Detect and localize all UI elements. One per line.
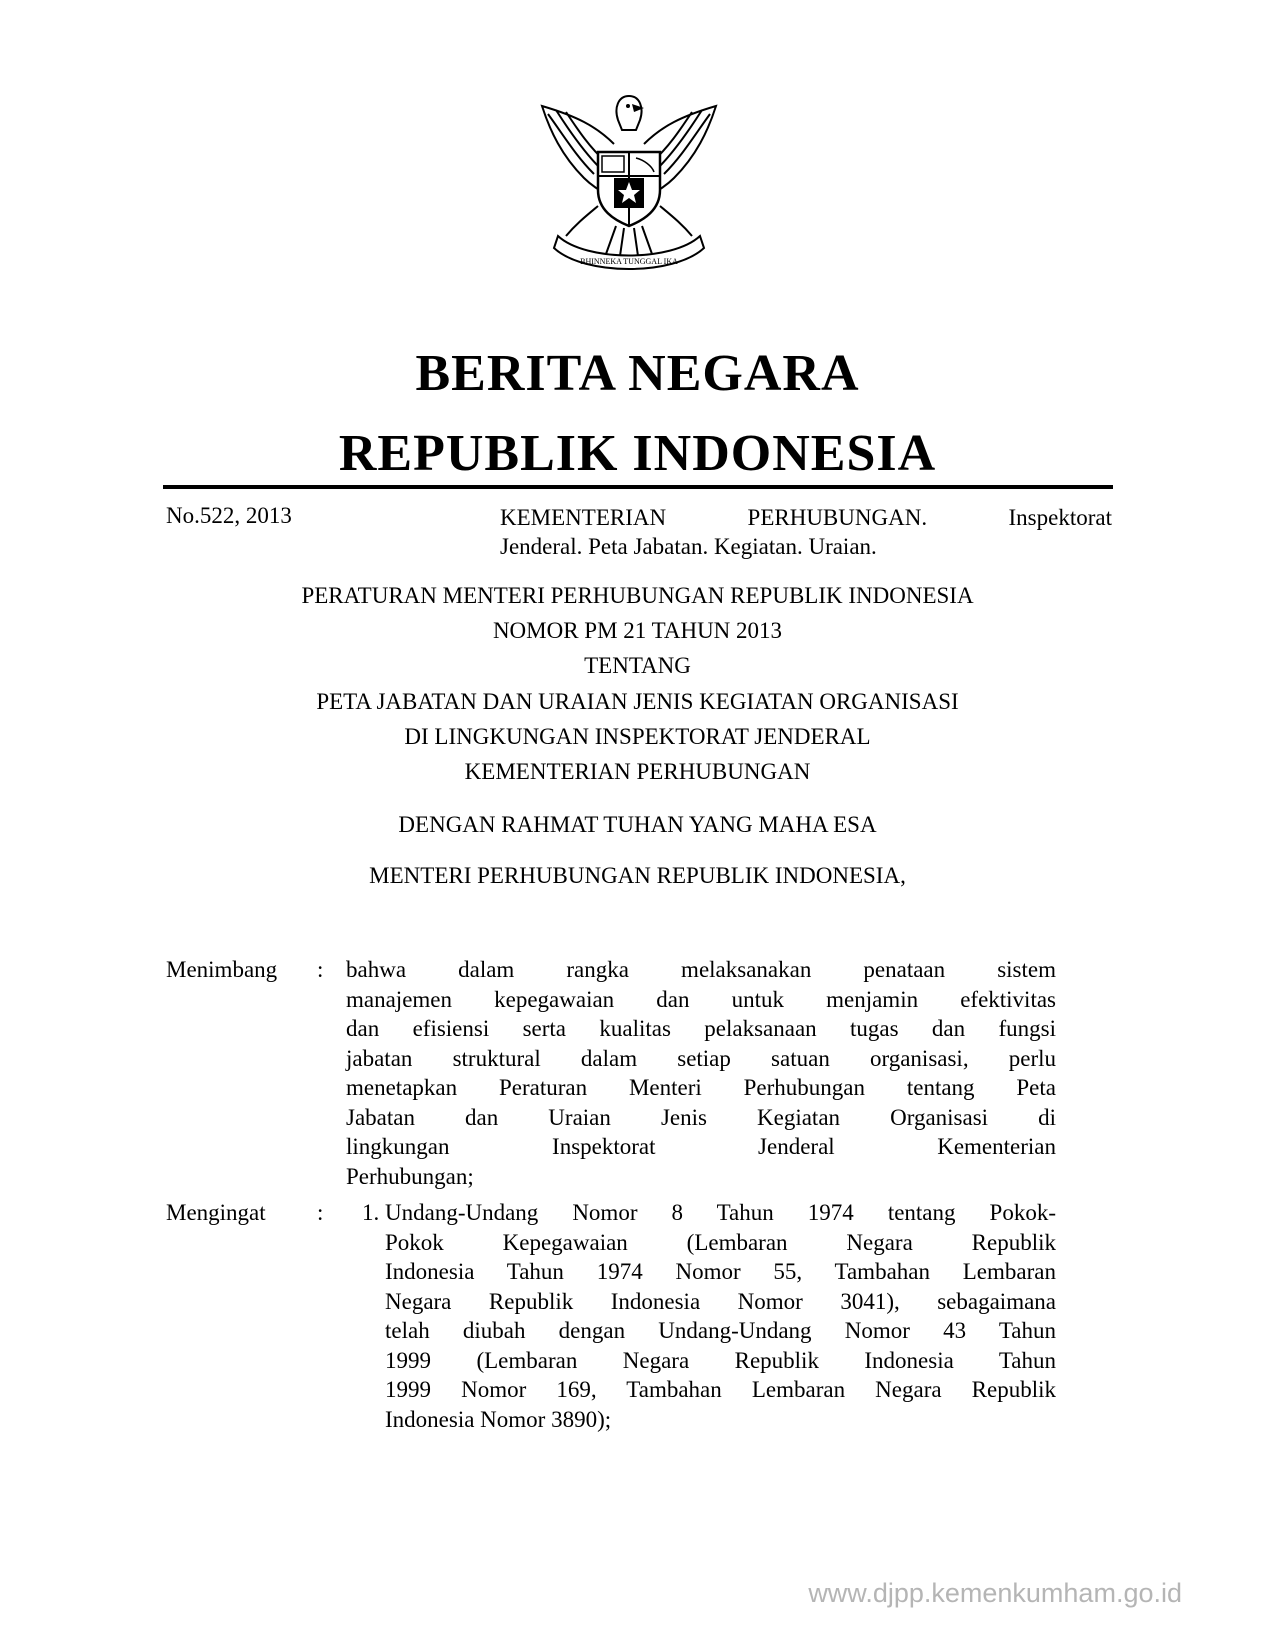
regulation-subject-line2: DI LINGKUNGAN INSPEKTORAT JENDERAL: [404, 724, 871, 749]
regulation-title-line1: PERATURAN MENTERI PERHUBUNGAN REPUBLIK INDONESIA: [301, 583, 974, 608]
recalling-line: telah diubah dengan Undang-Undang Nomor 43 Tahun: [385, 1318, 1056, 1343]
considering-label: Menimbang: [166, 957, 278, 982]
recalling-line: Indonesia Tahun 1974 Nomor 55, Tambahan Lembaran: [385, 1259, 1056, 1284]
considering-line: dan efisiensi serta kualitas pelaksanaan tugas dan fungsi: [346, 1016, 1056, 1041]
considering-paragraph: [346, 955, 1056, 1191]
watermark-url: www.djpp.kemenkumham.go.id: [808, 1578, 1182, 1608]
considering-line: Jabatan dan Uraian Jenis Kegiatan Organisasi di: [346, 1104, 1056, 1130]
considering-line: lingkungan Inspektorat Jenderal Kementerian: [346, 1134, 1056, 1159]
emblem-motto: BHINNEKA TUNGGAL IKA: [580, 257, 678, 266]
garuda-emblem-icon: [536, 86, 722, 286]
gazette-subject-line1: KEMENTERIAN PERHUBUNGAN. Inspektorat: [500, 505, 1112, 530]
regulation-subject-line1: PETA JABATAN DAN URAIAN JENIS KEGIATAN ORGANISASI: [316, 689, 959, 714]
recalling-item: [385, 1198, 1056, 1434]
recalling-line: Indonesia Nomor 3890);: [385, 1406, 612, 1432]
considering-line: Perhubungan;: [346, 1163, 474, 1189]
regulation-subject-line3: KEMENTERIAN PERHUBUNGAN: [464, 759, 811, 784]
recalling-colon: :: [317, 1200, 324, 1225]
considering-colon: :: [317, 957, 324, 982]
recalling-label: Mengingat: [166, 1200, 266, 1225]
preamble-minister: MENTERI PERHUBUNGAN REPUBLIK INDONESIA,: [369, 863, 906, 888]
recalling-item-number: 1.: [362, 1200, 380, 1225]
masthead-title-line1: BERITA NEGARA: [415, 345, 860, 402]
considering-line: bahwa dalam rangka melaksanakan penataan sistem: [346, 957, 1056, 982]
considering-line: manajemen kepegawaian dan untuk menjamin efektivitas: [346, 986, 1056, 1012]
considering-line: menetapkan Peraturan Menteri Perhubungan tentang Peta: [346, 1075, 1056, 1100]
recalling-line: 1999 Nomor 169, Tambahan Lembaran Negara Republik: [385, 1377, 1056, 1402]
masthead-divider: [163, 485, 1113, 489]
gazette-subject: [500, 503, 1112, 561]
gazette-number: No.522, 2013: [166, 503, 292, 528]
recalling-line: Pokok Kepegawaian (Lembaran Negara Republik: [385, 1229, 1056, 1255]
considering-line: jabatan struktural dalam setiap satuan organisasi, perlu: [346, 1045, 1056, 1071]
recalling-line: Undang-Undang Nomor 8 Tahun 1974 tentang Pokok-: [385, 1200, 1056, 1225]
regulation-number: NOMOR PM 21 TAHUN 2013: [492, 618, 783, 643]
recalling-line: 1999 (Lembaran Negara Republik Indonesia Tahun: [385, 1347, 1056, 1373]
regulation-about: TENTANG: [584, 653, 691, 678]
preamble-grace: DENGAN RAHMAT TUHAN YANG MAHA ESA: [398, 812, 877, 837]
masthead-title-line2: REPUBLIK INDONESIA: [338, 425, 937, 482]
recalling-line: Negara Republik Indonesia Nomor 3041), sebagaimana: [385, 1288, 1056, 1314]
gazette-subject-line2: Jenderal. Peta Jabatan. Kegiatan. Uraian.: [500, 534, 877, 559]
